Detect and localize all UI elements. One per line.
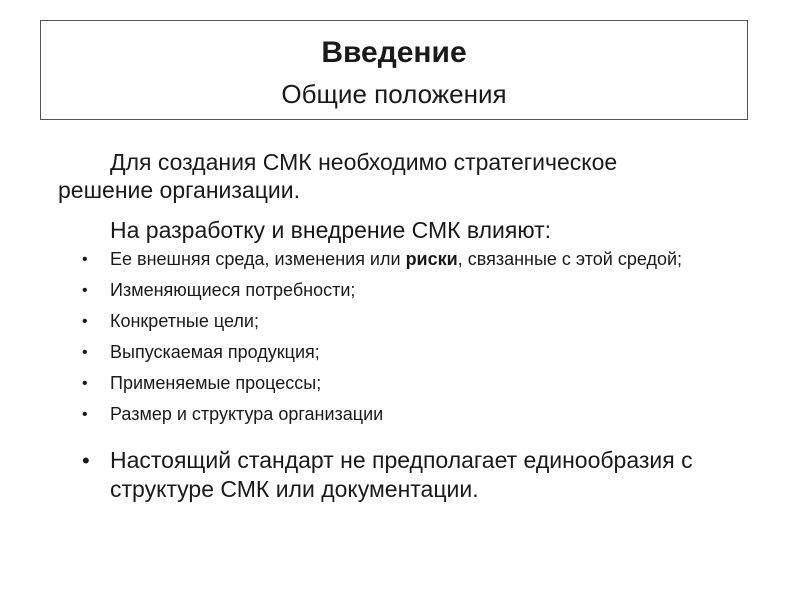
list-item-text-post: , связанные с этой средой; [457,249,683,269]
bullet-icon: • [82,406,88,423]
list-item-text: Применяемые процессы; [110,373,322,393]
intro-paragraph-line-2: решение организации. [58,177,300,203]
list-item [80,248,770,271]
title-box [40,20,748,120]
list-item-text: Изменяющиеся потребности; [110,280,356,300]
bullet-icon: • [82,344,88,361]
slide-title: Введение [321,36,467,69]
bullet-icon: • [82,313,88,330]
list-item-text: Выпускаемая продукция; [110,342,320,362]
bullet-icon: • [82,448,90,473]
final-point-text: Настоящий стандарт не предполагает единообразия с структуре СМК или документации. [110,447,693,502]
intro-paragraph [58,148,770,204]
final-point [80,446,770,504]
list-item [80,372,770,395]
list-item [80,310,770,333]
list-item-text: Конкретные цели; [110,311,259,331]
list-item [80,403,770,426]
influence-list [80,248,770,426]
bullet-icon: • [82,375,88,392]
bullet-icon: • [82,251,88,268]
list-item-text-pre: Ее внешняя среда, изменения или [110,249,406,269]
slide-content [58,148,770,504]
influence-heading: На разработку и внедрение СМК влияют: [110,217,552,243]
list-item [80,341,770,364]
intro-paragraph-line-1: Для создания СМК необходимо стратегическое [110,149,618,175]
slide-subtitle: Общие положения [281,79,507,109]
bullet-icon: • [82,282,88,299]
list-item-text-bold: риски [405,249,458,269]
list-item-text: Размер и структура организации [110,404,384,424]
list-item [80,279,770,302]
